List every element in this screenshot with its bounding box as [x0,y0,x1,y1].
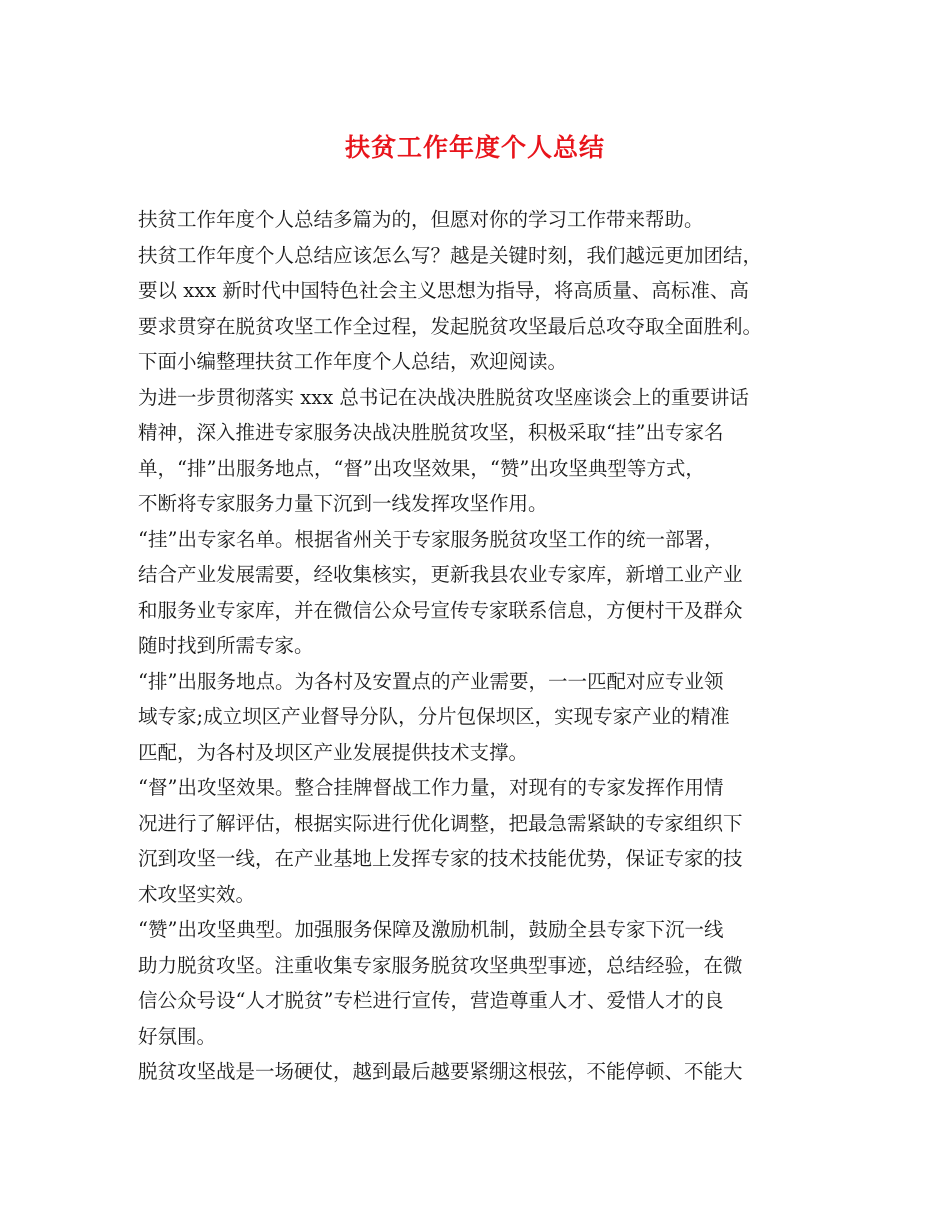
text-line: 单，“排”出服务地点，“督”出攻坚效果，“赞”出攻坚典型等方式， [138,456,705,480]
text-line: 术攻坚实效。 [138,882,256,906]
text-line: 和服务业专家库，并在微信公众号宣传专家联系信息，方便村干及群众 [138,598,743,622]
text-line: 匹配，为各村及坝区产业发展提供技术支撑。 [138,740,529,764]
text-line: “督”出攻坚效果。整合挂牌督战工作力量，对现有的专家发挥作用情 [138,776,724,799]
text-line: “赞”出攻坚典型。加强服务保障及激励机制，鼓励全县专家下沉一线 [138,918,724,941]
text-line: 为进一步贯彻落实 xxx 总书记在决战决胜脱贫攻坚座谈会上的重要讲话 [138,385,749,409]
text-line: “挂”出专家名单。根据省州关于专家服务脱贫攻坚工作的统一部署， [138,527,724,551]
text-line: 沉到攻坚一线，在产业基地上发挥专家的技术技能优势，保证专家的技 [138,847,743,870]
text-line: 要以 xxx 新时代中国特色社会主义思想为指导，将高质量、高标准、高 [138,279,749,302]
text-line: “排”出服务地点。为各村及安置点的产业需要，一一匹配对应专业领 [138,669,724,693]
text-line: 随时找到所需专家。 [138,634,314,657]
text-line: 助力脱贫攻坚。注重收集专家服务脱贫攻坚典型事迹，总结经验，在微 [138,953,743,977]
text-line: 脱贫攻坚战是一场硬仗，越到最后越要紧绷这根弦，不能停顿、不能大 [138,1060,743,1083]
document-body [138,202,828,1090]
text-line: 信公众号设“人才脱贫”专栏进行宣传，营造尊重人才、爱惜人才的良 [138,989,724,1012]
document-title: 扶贫工作年度个人总结 [344,133,605,162]
text-line: 结合产业发展需要，经收集核实，更新我县农业专家库，新增工业产业 [138,563,743,586]
text-line: 下面小编整理扶贫工作年度个人总结，欢迎阅读。 [138,350,568,373]
text-line: 不断将专家服务力量下沉到一线发挥攻坚作用。 [138,492,548,515]
text-line: 况进行了解评估，根据实际进行优化调整，把最急需紧缺的专家组织下 [138,811,743,835]
text-line: 扶贫工作年度个人总结多篇为的，但愿对你的学习工作带来帮助。 [138,208,704,231]
text-line: 扶贫工作年度个人总结应该怎么写？越是关键时刻，我们越远更加团结， [138,243,763,267]
text-line: 精神，深入推进专家服务决战决胜脱贫攻坚，积极采取“挂”出专家名 [138,421,724,444]
text-line: 域专家;成立坝区产业督导分队，分片包保坝区，实现专家产业的精准 [138,705,730,728]
text-line: 好氛围。 [138,1024,217,1048]
text-line: 要求贯穿在脱贫攻坚工作全过程，发起脱贫攻坚最后总攻夺取全面胜利。 [138,314,763,338]
